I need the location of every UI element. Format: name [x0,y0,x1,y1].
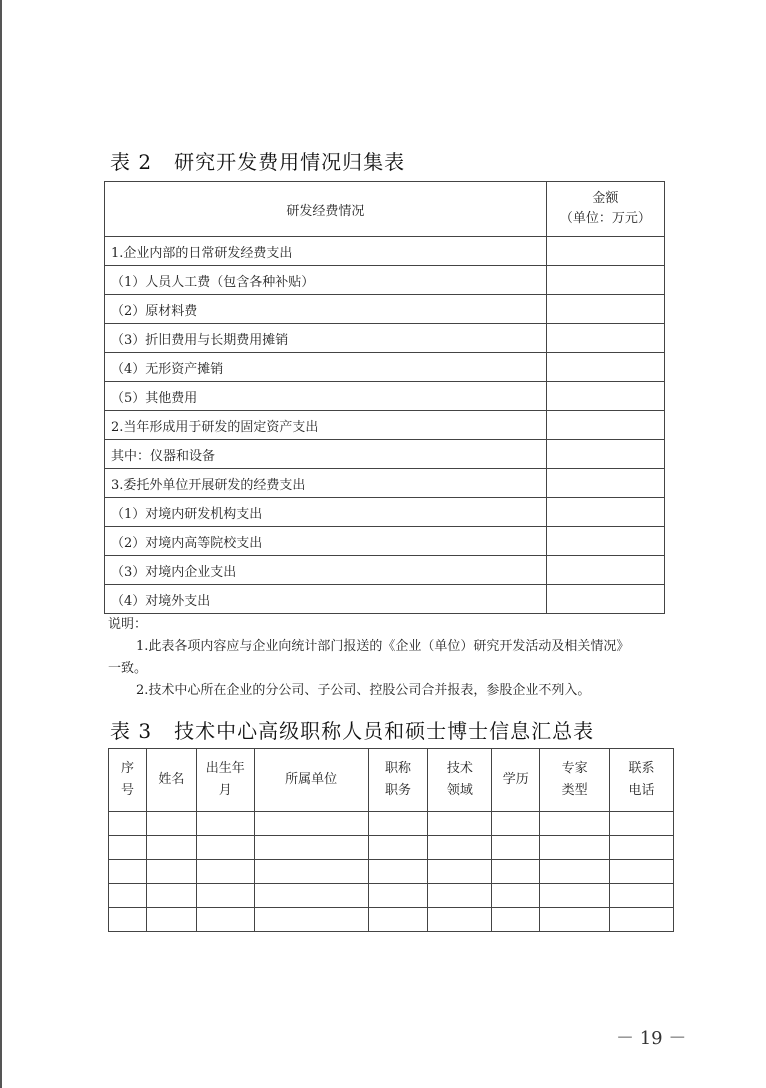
table-row [105,237,665,266]
amount-cell[interactable] [546,353,664,382]
table-cell[interactable] [540,908,610,932]
amount-cell[interactable] [546,585,664,614]
note-item-1-continued: 一致。 [108,661,148,676]
table-row [105,324,665,353]
header-expert-type: 专家 类型 [540,749,610,812]
table-row [105,440,665,469]
table-row [109,860,674,884]
header-education: 学历 [492,749,540,812]
table-cell[interactable] [196,860,254,884]
table-cell[interactable] [254,884,368,908]
table-cell[interactable] [610,884,674,908]
page-number: － 19 － [616,1028,687,1049]
table3-label: 表 3 [110,719,153,743]
row-label: （4）对境外支出 [105,585,547,614]
header-rd-funding: 研发经费情况 [105,182,547,237]
row-label: （3）对境内企业支出 [105,556,547,585]
table-cell[interactable] [368,812,428,836]
header-amount-label: 金额 [592,191,619,206]
table-cell[interactable] [146,812,196,836]
table-cell[interactable] [254,908,368,932]
table-cell[interactable] [428,860,492,884]
row-label: （2）原材料费 [105,295,547,324]
row-label: （1）对境内研发机构支出 [105,498,547,527]
table2-title [110,146,405,175]
row-label: 其中：仪器和设备 [105,440,547,469]
amount-cell[interactable] [546,469,664,498]
amount-cell[interactable] [546,295,664,324]
table-row [105,527,665,556]
table-cell[interactable] [196,884,254,908]
header-affiliation: 所属单位 [254,749,368,812]
table-row [105,556,665,585]
table-cell[interactable] [368,884,428,908]
table3-title-text: 技术中心高级职称人员和硕士博士信息汇总表 [174,719,595,743]
header-amount [546,182,664,237]
senior-staff-table [108,748,674,932]
table-row [105,469,665,498]
header-serial-number: 序 号 [109,749,147,812]
note-item-2: 2.技术中心所在企业的分公司、子公司、控股公司合并报表，参股企业不列入。 [136,683,591,698]
amount-cell[interactable] [546,324,664,353]
amount-cell[interactable] [546,556,664,585]
table-row [105,411,665,440]
row-label: （1）人员人工费（包含各种补贴） [105,266,547,295]
notes-heading: 说明： [108,617,148,632]
table-row [105,585,665,614]
table2-label: 表 2 [110,150,153,174]
table-cell[interactable] [428,884,492,908]
header-title-position: 职称 职务 [368,749,428,812]
row-label: 3.委托外单位开展研发的经费支出 [105,469,547,498]
header-name: 姓名 [146,749,196,812]
table-cell[interactable] [428,908,492,932]
rd-expense-table [104,181,665,614]
row-label: （4）无形资产摊销 [105,353,547,382]
table-cell[interactable] [109,836,147,860]
header-amount-unit: （单位：万元） [559,211,651,226]
table-cell[interactable] [146,908,196,932]
table-cell[interactable] [540,836,610,860]
table-row [109,908,674,932]
table-cell[interactable] [540,812,610,836]
table-cell[interactable] [196,836,254,860]
row-label: （2）对境内高等院校支出 [105,527,547,556]
table-cell[interactable] [254,836,368,860]
table-cell[interactable] [368,860,428,884]
table-cell[interactable] [146,860,196,884]
amount-cell[interactable] [546,498,664,527]
header-technical-field: 技术 领域 [428,749,492,812]
table-cell[interactable] [540,860,610,884]
amount-cell[interactable] [546,382,664,411]
table-cell[interactable] [196,908,254,932]
table-cell[interactable] [492,860,540,884]
table-cell[interactable] [109,908,147,932]
table-cell[interactable] [492,884,540,908]
amount-cell[interactable] [546,237,664,266]
amount-cell[interactable] [546,527,664,556]
table-row [105,295,665,324]
row-label: （3）折旧费用与长期费用摊销 [105,324,547,353]
table2-title-text: 研究开发费用情况归集表 [174,150,406,174]
table-cell[interactable] [196,812,254,836]
table-cell[interactable] [428,836,492,860]
row-label: 2.当年形成用于研发的固定资产支出 [105,411,547,440]
table-cell[interactable] [610,908,674,932]
table-row [105,498,665,527]
table-cell[interactable] [492,812,540,836]
row-label: 1.企业内部的日常研发经费支出 [105,237,547,266]
table-row [105,353,665,382]
table-cell[interactable] [254,860,368,884]
amount-cell[interactable] [546,266,664,295]
table-cell[interactable] [109,884,147,908]
table-cell[interactable] [492,908,540,932]
table3-title [110,715,594,744]
row-label: （5）其他费用 [105,382,547,411]
table-cell[interactable] [254,812,368,836]
table-cell[interactable] [610,812,674,836]
header-birth-date: 出生年 月 [196,749,254,812]
table-row [109,884,674,908]
table-header-row [109,749,674,812]
amount-cell[interactable] [546,411,664,440]
table-cell[interactable] [109,860,147,884]
table-row [105,266,665,295]
note-item-1: 1.此表各项内容应与企业向统计部门报送的《企业（单位）研究开发活动及相关情况》 [136,639,630,654]
table-header-row [105,182,665,237]
header-contact-phone: 联系 电话 [610,749,674,812]
table-cell[interactable] [610,836,674,860]
page-edge-line [0,0,2,1088]
table-cell[interactable] [540,884,610,908]
table-cell[interactable] [109,812,147,836]
table-cell[interactable] [146,836,196,860]
table-cell[interactable] [146,884,196,908]
table-cell[interactable] [428,812,492,836]
table-cell[interactable] [368,908,428,932]
table-row [105,382,665,411]
amount-cell[interactable] [546,440,664,469]
table-cell[interactable] [492,836,540,860]
table-row [109,812,674,836]
table-row [109,836,674,860]
table-cell[interactable] [610,860,674,884]
table-cell[interactable] [368,836,428,860]
